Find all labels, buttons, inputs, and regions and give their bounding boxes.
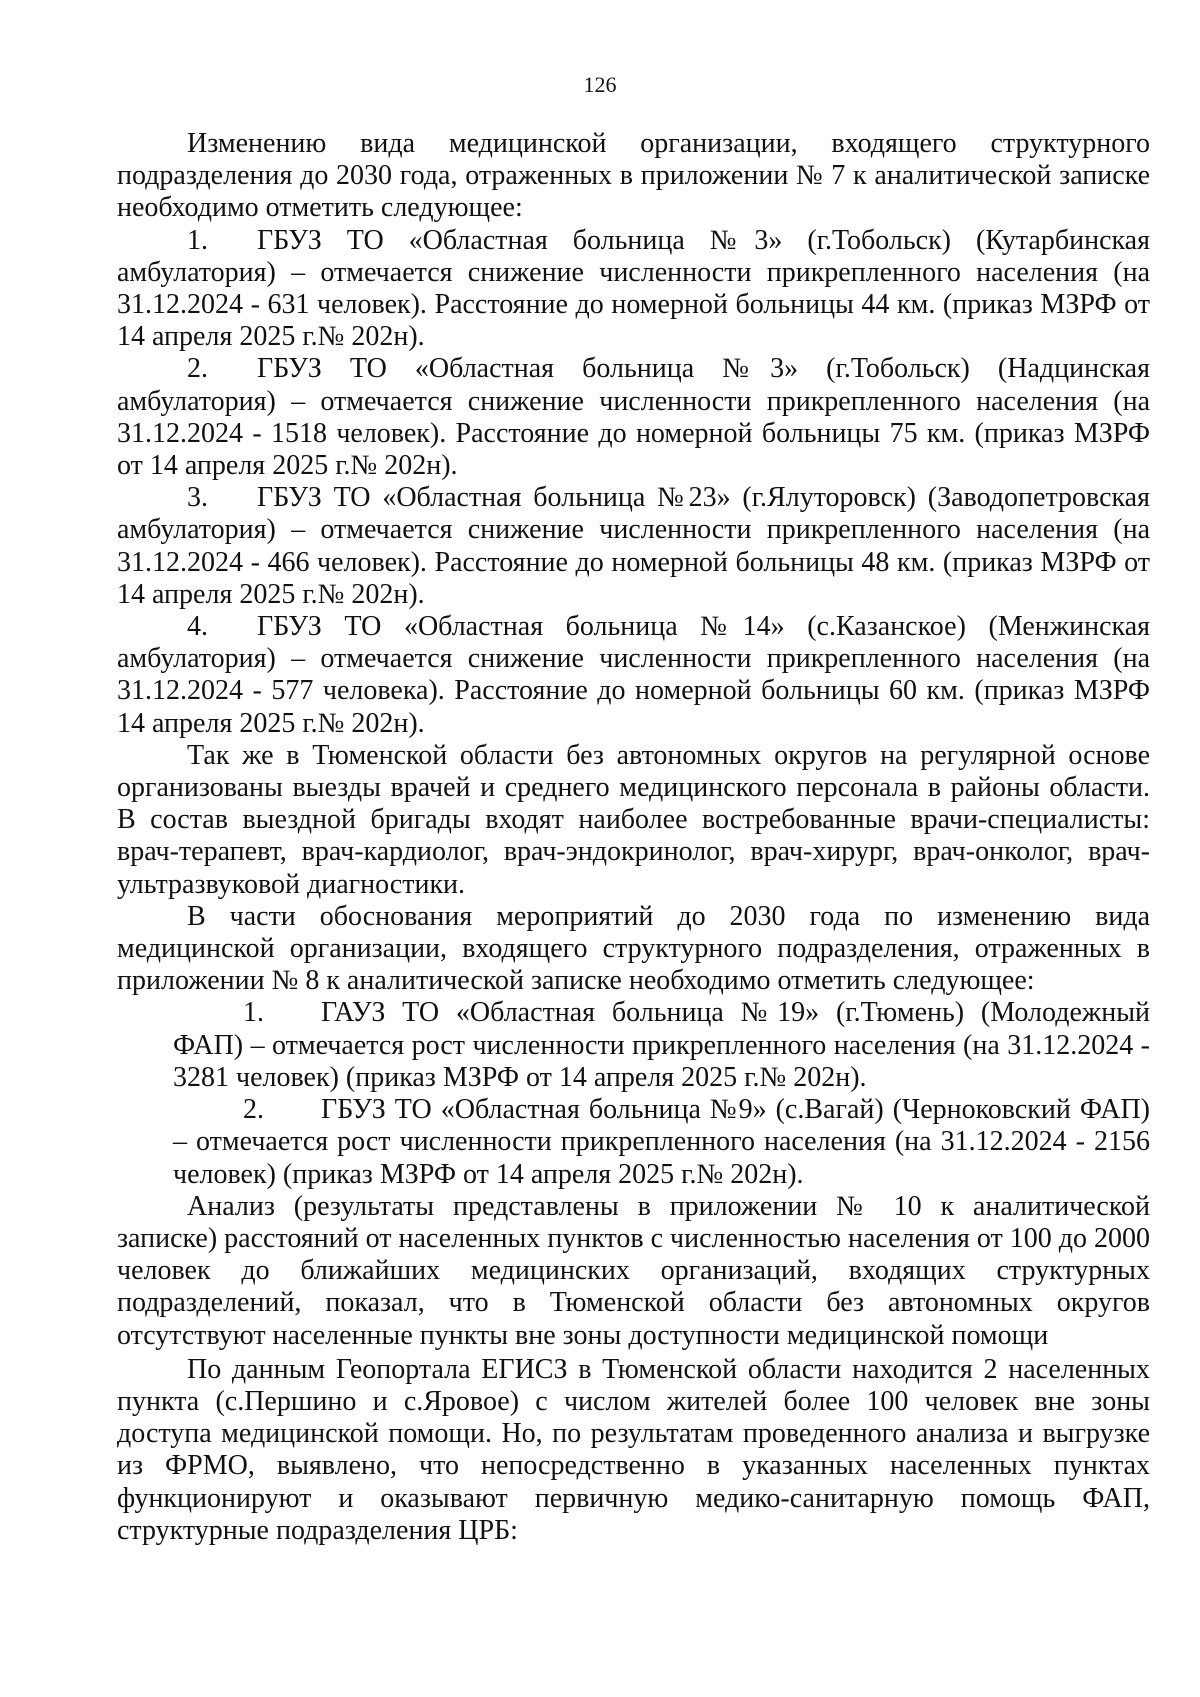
list-item — [173, 1094, 1150, 1191]
appendix-8-list — [173, 997, 1150, 1190]
list-item-text: ГАУЗ ТО «Областная больница №19» (г.Тюмень) (Молодежный ФАП) – отмечается рост численности прикрепленного населения (на 31.12.2024 - 3281 человек) (приказ МЗРФ от 14 апреля 2025 г.№ 202н). — [173, 997, 1150, 1093]
list-item-text: ГБУЗ ТО «Областная больница №3» (г.Тобольск) (Кутарбинская амбулатория) – отмечается снижение численности прикрепленного населения (на 31.12.2024 - 631 человек). Расстояние до номерной больницы 44 км. (приказ МЗРФ от 14 апреля 2025 г.№ 202н). — [117, 224, 1150, 353]
page-number: 126 — [583, 72, 617, 97]
list-item — [117, 353, 1150, 482]
list-item-number: 1. — [243, 997, 264, 1029]
list-item-number: 2. — [243, 1094, 264, 1126]
geoportal-paragraph: По данным Геопортала ЕГИСЗ в Тюменской области находится 2 населенных пункта (с.Першино и с.Яровое) с числом жителей более 100 человек вне зоны доступа медицинской помощи. Но, по результатам проведенного анализа и выгрузке из ФРМО, выявлено, что непосредственно в указанных населенных пунктах функционируют и оказывают первичную медико-санитарную помощь ФАП, структурные подразделения ЦРБ: — [117, 1353, 1150, 1546]
list-item — [117, 611, 1150, 740]
list-item-text: ГБУЗ ТО «Областная больница №14» (с.Казанское) (Менжинская амбулатория) – отмечается снижение численности прикрепленного населения (на 31.12.2024 - 577 человека). Расстояние до номерной больницы 60 км. (приказ МЗРФ 14 апреля 2025 г.№ 202н). — [117, 611, 1150, 739]
list-item-number: 2. — [187, 353, 208, 385]
brigades-paragraph: Так же в Тюменской области без автономных округов на регулярной основе организованы выезды врачей и среднего медицинского персонала в районы области. В состав выездной бригады входят наиболее востребованные врачи-специалисты: врач-терапевт, врач-кардиолог, врач-эндокринолог, врач-хирург, врач-онколог, врач-ультразвуковой диагностики. — [117, 739, 1150, 900]
document-body — [117, 128, 1150, 1547]
list-item — [173, 997, 1150, 1094]
analysis-paragraph: Анализ (результаты представлены в приложении № 10 к аналитической записке) расстояний от населенных пунктов с численностью населения от 100 до 2000 человек до ближайших медицинских организаций, входящих структурных подразделений, показал, что в Тюменской области без автономных округов отсутствуют населенные пункты вне зоны доступности медицинской помощи — [117, 1190, 1150, 1351]
justification-paragraph: В части обоснования мероприятий до 2030 года по изменению вида медицинской организации, входящего структурного подразделения, отраженных в приложении № 8 к аналитической записке необходимо отметить следующее: — [117, 900, 1150, 997]
list-item-text: ГБУЗ ТО «Областная больница №9» (с.Вагай) (Черноковский ФАП) – отмечается рост численности прикрепленного населения (на 31.12.2024 - 2156 человек) (приказ МЗРФ от 14 апреля 2025 г.№ 202н). — [173, 1094, 1150, 1190]
list-item-number: 4. — [187, 611, 208, 643]
list-item-number: 3. — [187, 482, 208, 514]
intro-paragraph: Изменению вида медицинской организации, входящего структурного подразделения до 2030 года, отраженных в приложении № 7 к аналитической записке необходимо отметить следующее: — [117, 128, 1150, 224]
list-item — [117, 482, 1150, 611]
list-item-text: ГБУЗ ТО «Областная больница №3» (г.Тобольск) (Надцинская амбулатория) – отмечается снижение численности прикрепленного населения (на 31.12.2024 - 1518 человек). Расстояние до номерной больницы 75 км. (приказ МЗРФ от 14 апреля 2025 г.№ 202н). — [117, 353, 1150, 482]
list-item — [117, 225, 1150, 354]
list-item-text: ГБУЗ ТО «Областная больница №23» (г.Ялуторовск) (Заводопетровская амбулатория) – отмечается снижение численности прикрепленного населения (на 31.12.2024 - 466 человек). Расстояние до номерной больницы 48 км. (приказ МЗРФ от 14 апреля 2025 г.№ 202н). — [117, 482, 1150, 610]
list-item-number: 1. — [187, 224, 208, 256]
